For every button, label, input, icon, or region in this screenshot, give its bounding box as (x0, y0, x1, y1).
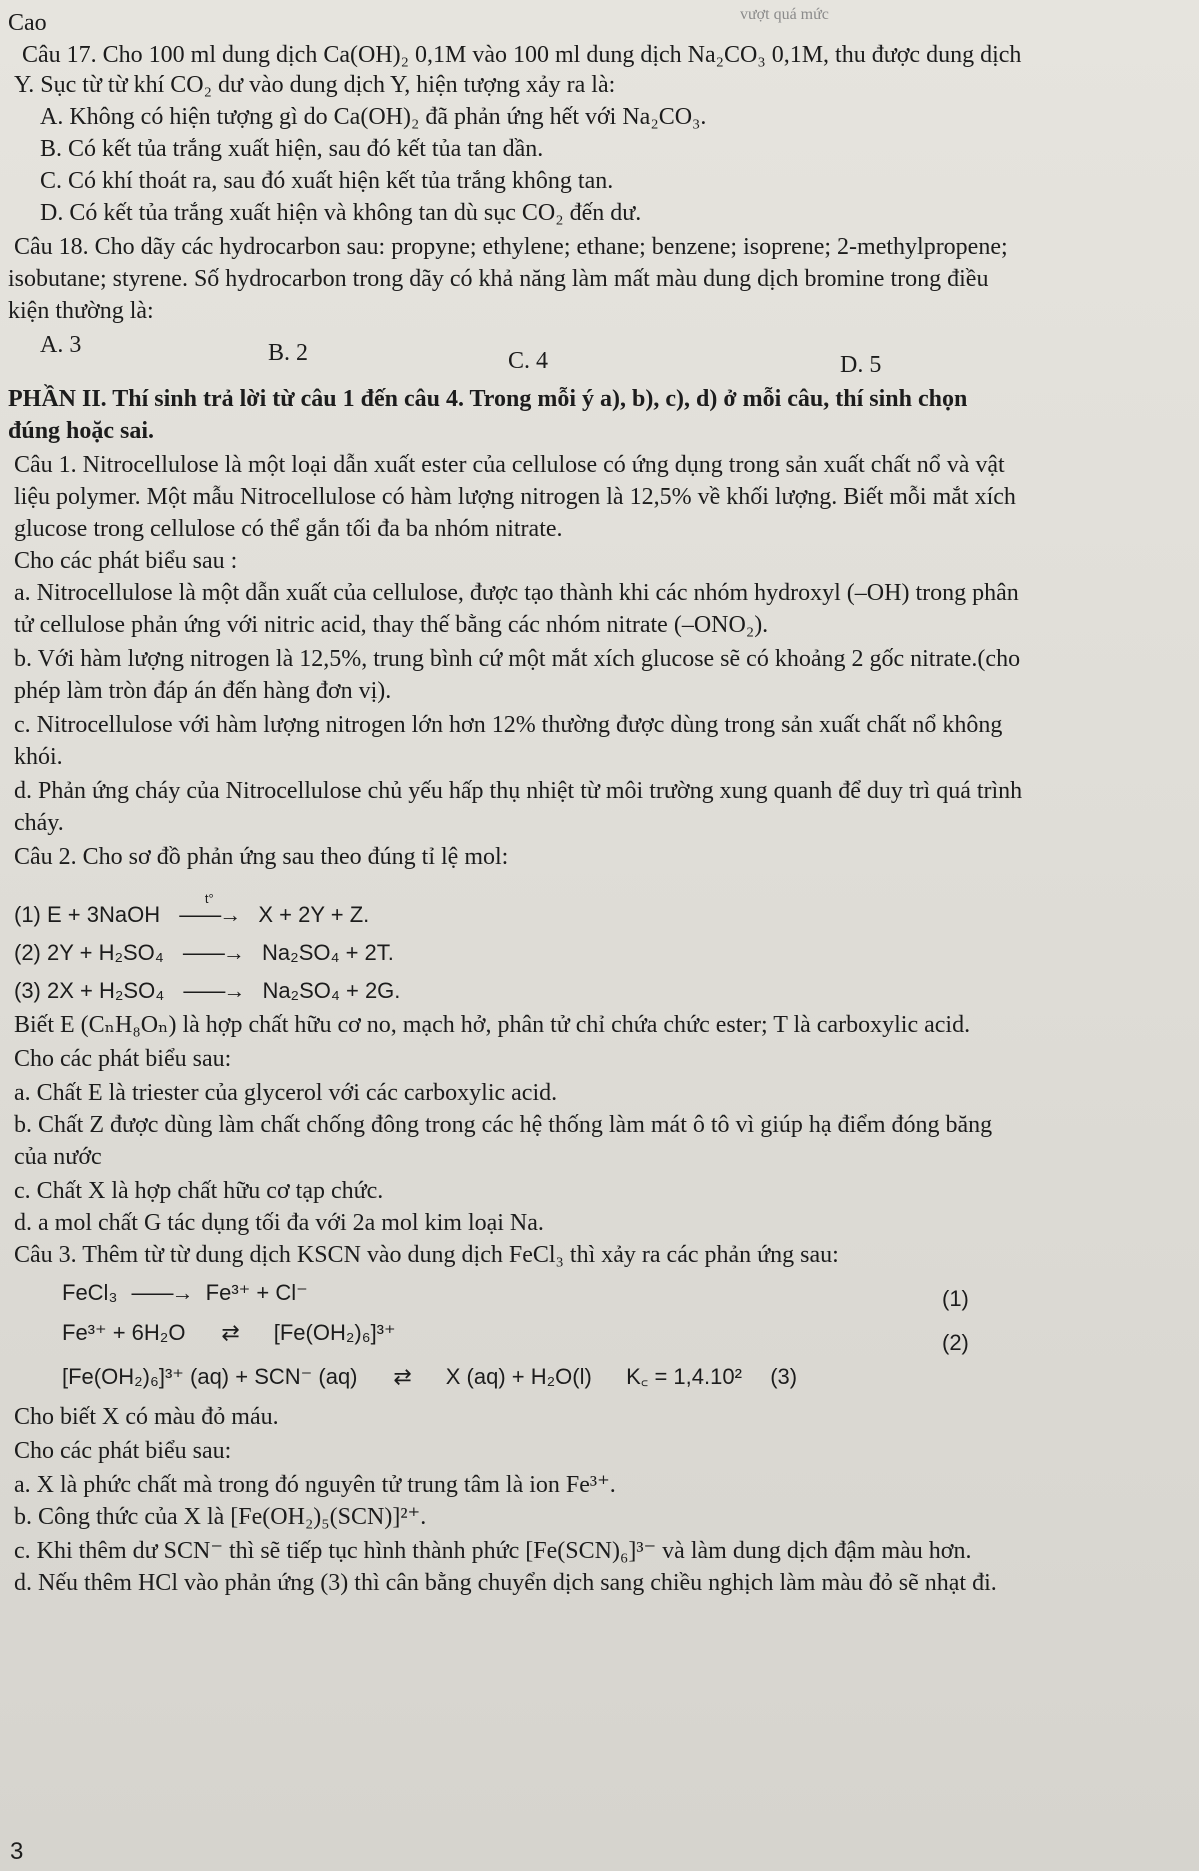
c2-statement-a: a. Chất E là triester của glycerol với các carboxylic acid. (14, 1080, 558, 1106)
c2-reaction-3 (14, 976, 400, 1006)
c3-e2-number: (2) (942, 1330, 969, 1355)
c3-equation-3 (62, 1362, 797, 1392)
q17-stem-line2: Y. Sục từ từ khí CO₂ dư vào dung dịch Y, hiện tượng xảy ra là: (14, 72, 616, 98)
c1-statement-a-line2: tử cellulose phản ứng với nitric acid, thay thế bằng các nhóm nitrate (–ONO₂). (14, 612, 769, 638)
c3-e2-left: Fe³⁺ + 6H₂O (62, 1320, 186, 1345)
c3-e2-right: [Fe(OH₂)₆]³⁺ (273, 1320, 396, 1345)
c1-statement-c-line1: c. Nitrocellulose với hàm lượng nitrogen lớn hơn 12% thường được dùng trong sản xuất chất nổ không (14, 712, 1003, 738)
q18-stem-line3: kiện thường là: (8, 298, 154, 324)
c2-statement-d: d. a mol chất G tác dụng tối đa với 2a mol kim loại Na. (14, 1210, 544, 1236)
c3-statement-c: c. Khi thêm dư SCN⁻ thì sẽ tiếp tục hình thành phức [Fe(SCN)₆]³⁻ và làm dung dịch đậm màu hơn. (14, 1538, 972, 1564)
c1-stem-line1: Câu 1. Nitrocellulose là một loại dẫn xuất ester của cellulose có ứng dụng trong sản xuất chất nổ và vật (14, 452, 1005, 478)
c2-r2-right: Na₂SO₄ + 2T. (262, 940, 394, 965)
q18-option-c: C. 4 (508, 348, 549, 374)
c3-e1-right: Fe³⁺ + Cl⁻ (205, 1280, 308, 1305)
header-right: vượt quá mức (740, 6, 829, 23)
c3-e3-left: [Fe(OH₂)₆]³⁺ (aq) + SCN⁻ (aq) (62, 1364, 358, 1389)
q17-option-a: A. Không có hiện tượng gì do Ca(OH)₂ đã phản ứng hết với Na₂CO₃. (40, 104, 707, 130)
part2-title-line2: đúng hoặc sai. (8, 418, 155, 444)
q17-option-d: D. Có kết tủa trắng xuất hiện và không tan dù sục CO₂ đến dư. (40, 200, 642, 226)
c3-statement-a: a. X là phức chất mà trong đó nguyên tử trung tâm là ion Fe³⁺. (14, 1472, 616, 1498)
c3-e1-number: (1) (942, 1286, 969, 1311)
c2-reaction-1 (14, 891, 370, 930)
q17-option-b: B. Có kết tủa trắng xuất hiện, sau đó kết tủa tan dần. (40, 136, 544, 162)
c3-e3-right: X (aq) + H₂O(l) (445, 1364, 592, 1389)
c1-statement-a-line1: a. Nitrocellulose là một dẫn xuất của cellulose, được tạo thành khi các nhóm hydroxyl (–OH) trong phân (14, 580, 1019, 606)
c3-stem: Câu 3. Thêm từ từ dung dịch KSCN vào dung dịch FeCl₃ thì xảy ra các phản ứng sau: (14, 1242, 839, 1268)
arrow-right-icon: ——→ (131, 1280, 192, 1305)
c3-e1-left: FeCl₃ (62, 1280, 118, 1305)
c2-r1-condition: t° (204, 891, 214, 906)
c1-statement-d-line1: d. Phản ứng cháy của Nitrocellulose chủ yếu hấp thụ nhiệt từ môi trường xung quanh để duy trì quá trình (14, 778, 1023, 804)
page-number: 3 (10, 1838, 24, 1865)
equilibrium-arrow-icon: ⇄ (393, 1364, 410, 1389)
equilibrium-arrow-icon: ⇄ (221, 1320, 238, 1345)
arrow-right-icon: ——→ (179, 902, 240, 927)
c2-stem-text: Câu 2. Cho sơ đồ phản ứng sau theo đúng tỉ lệ mol: (14, 844, 509, 870)
c3-equation-2 (62, 1318, 396, 1348)
c2-stem (14, 842, 508, 872)
c2-statement-b-line2: của nước (14, 1144, 102, 1170)
c2-r2-left: (2) 2Y + H₂SO₄ (14, 940, 164, 965)
c1-intro: Cho các phát biểu sau : (14, 548, 238, 574)
c2-statement-c: c. Chất X là hợp chất hữu cơ tạp chức. (14, 1178, 384, 1204)
c2-r3-left: (3) 2X + H₂SO₄ (14, 978, 165, 1003)
c1-stem-line3: glucose trong cellulose có thể gắn tối đa ba nhóm nitrate. (14, 516, 563, 542)
c3-e3-constant: K꜀ = 1,4.10² (626, 1364, 742, 1389)
c2-statement-b-line1: b. Chất Z được dùng làm chất chống đông trong các hệ thống làm mát ô tô vì giúp hạ điểm đóng băng (14, 1112, 993, 1138)
arrow-right-icon: ——→ (183, 978, 244, 1003)
c2-intro: Cho các phát biểu sau: (14, 1046, 232, 1072)
c1-statement-b-line1: b. Với hàm lượng nitrogen là 12,5%, trung bình cứ một mắt xích glucose sẽ có khoảng 2 gốc nitrate.(cho (14, 646, 1021, 672)
q18-stem-line1: Câu 18. Cho dãy các hydrocarbon sau: propyne; ethylene; ethane; benzene; isoprene; 2-methylpropene; (14, 234, 1008, 260)
c3-equation-1 (62, 1278, 308, 1308)
c1-statement-d-line2: cháy. (14, 810, 64, 836)
q17-stem-line1: Câu 17. Cho 100 ml dung dịch Ca(OH)₂ 0,1M vào 100 ml dung dịch Na₂CO₃ 0,1M, thu được dung dịch (22, 42, 1022, 68)
q18-stem-line2: isobutane; styrene. Số hydrocarbon trong dãy có khả năng làm mất màu dung dịch bromine trong điều (8, 266, 989, 292)
c1-statement-c-line2: khói. (14, 744, 63, 770)
c1-stem-line2: liệu polymer. Một mẫu Nitrocellulose có hàm lượng nitrogen là 12,5% về khối lượng. Biết mỗi mắt xích (14, 484, 1016, 510)
q18-option-a: A. 3 (40, 332, 82, 358)
c3-e3-number: (3) (770, 1364, 798, 1389)
c2-r1-arrow (166, 891, 252, 930)
c2-r1-left: (1) E + 3NaOH (14, 902, 161, 927)
q17-option-c: C. Có khí thoát ra, sau đó xuất hiện kết tủa trắng không tan. (40, 168, 614, 194)
c2-note: Biết E (CₙH₈Oₙ) là hợp chất hữu cơ no, mạch hở, phân tử chỉ chứa chức ester; T là carboxylic acid. (14, 1012, 971, 1038)
c2-r1-right: X + 2Y + Z. (258, 902, 370, 927)
header-left: Cao (8, 10, 47, 36)
c3-statement-d: d. Nếu thêm HCl vào phản ứng (3) thì cân bằng chuyển dịch sang chiều nghịch làm màu đỏ sẽ nhạt đi. (14, 1570, 997, 1596)
q18-option-b: B. 2 (268, 340, 309, 366)
c3-intro: Cho các phát biểu sau: (14, 1438, 232, 1464)
part2-title-line1: PHẦN II. Thí sinh trả lời từ câu 1 đến câu 4. Trong mỗi ý a), b), c), d) ở mỗi câu, thí sinh chọn (8, 386, 968, 412)
arrow-right-icon: ——→ (182, 940, 243, 965)
c1-statement-b-line2: phép làm tròn đáp án đến hàng đơn vị). (14, 678, 392, 704)
c3-statement-b: b. Công thức của X là [Fe(OH₂)₅(SCN)]²⁺. (14, 1504, 427, 1530)
c3-note: Cho biết X có màu đỏ máu. (14, 1404, 279, 1430)
q18-option-d: D. 5 (840, 352, 882, 378)
c2-reaction-2 (14, 938, 394, 968)
c2-r3-right: Na₂SO₄ + 2G. (262, 978, 401, 1003)
